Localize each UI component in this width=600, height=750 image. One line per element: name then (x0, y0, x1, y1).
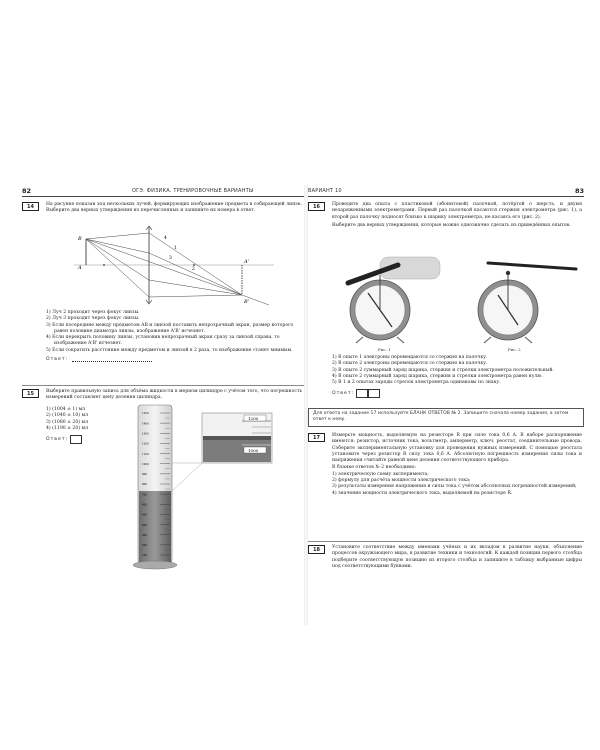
question-number: 17 (308, 433, 325, 442)
cylinder-base (133, 561, 177, 569)
rod (488, 263, 576, 269)
question-text: Выберите правильную запись для объёма жидкости в мерном цилиндре с учётом того, что погрешность измерений составляет цену деления цилиндра. (46, 389, 302, 401)
ray-label-1: 1 (174, 246, 177, 251)
option-3: 3) Если посередине между предметом AB и линзой поставить непрозрачный экран, размер которого равен половине диаметра линзы, изображение A'B' исчезнет. (46, 322, 294, 334)
item-4: 4) значение мощности электрического тока, выделяемой на резисторе R. (332, 490, 513, 496)
question-text: На рисунке показан ход нескольких лучей, формирующих изображение предмета в собирающей линзе. Выберите два верных утверждения из перечисленных и запишите их номера в ответ. (46, 202, 302, 214)
q17-items (332, 472, 582, 497)
item-2: 2) формулу для расчёта мощности электрического тока; (332, 478, 471, 484)
option-4: 4) В опыте 2 суммарный заряд шарика, стержня и стрелки электрометра равен нулю. (332, 373, 543, 379)
scale-label: 100 (142, 554, 147, 558)
scale-label: 300 (142, 533, 147, 537)
zoom-label-1000: 1000 (248, 448, 259, 453)
option-4: 4) (1190 ± 20) мл (46, 425, 89, 431)
lens-ray-diagram (74, 225, 274, 305)
option-3: 3) В опыте 2 суммарный заряд шарика, стержня и стрелки электрометра положительный. (332, 367, 554, 373)
ray-label-3: 3 (169, 256, 172, 261)
option-1: 1) Луч 2 проходит через фокус линзы. (46, 310, 140, 315)
ray-label-2: 2 (192, 267, 195, 272)
answer-row (332, 389, 582, 398)
answer-label: Ответ: (46, 357, 69, 363)
scale-label: 1100 (142, 452, 149, 456)
left-page (22, 185, 304, 625)
question-14 (22, 202, 304, 215)
divider (308, 541, 584, 542)
scale-label: 1300 (142, 432, 149, 436)
question-number: 16 (308, 202, 325, 211)
item-1: 1) электрическую схему эксперимента; (332, 471, 429, 477)
scale-label: 700 (142, 493, 147, 497)
header-title-right: ВАРИАНТ 10 (308, 188, 342, 194)
option-3: 3) (1080 ± 20) мл (46, 419, 89, 425)
scale-label: 800 (142, 483, 147, 487)
question-17 (308, 433, 584, 497)
answer-box-2[interactable] (368, 389, 380, 398)
option-5: 5) Если сократить расстояние между предметом и линзой в 2 раза, то изображение станет мнимым. (46, 347, 293, 353)
scale-label: 600 (142, 503, 147, 507)
option-4: 4) Если перекрыть половину линзы, установив непрозрачный экран сразу за линзой справа, то изображение A'B' исчезнет. (46, 335, 280, 347)
scale-label: 400 (142, 523, 147, 527)
item-3: 3) результаты измерения напряжения и силы тока с учётом абсолютных погрешностей измерений; (332, 484, 577, 490)
ray-label-4: 4 (164, 236, 167, 241)
scale-label: 1400 (142, 422, 149, 426)
scale-label: 1500 (142, 412, 149, 416)
left-page-header (22, 185, 304, 197)
answer-box-1[interactable] (356, 389, 368, 398)
scale-label: 1200 (142, 442, 149, 446)
question-text-2: Выберите два верных утверждения, которые можно однозначно сделать из приведённых опытов. (332, 222, 571, 228)
figure-caption-1: Рис. 1 (378, 347, 391, 352)
answer-sheet-note: Для ответа на задание 17 используйте БЛАНК ОТВЕТОВ № 2. Запишите сначала номер задания, а затем ответ к нему. (308, 408, 584, 427)
measuring-cylinder-figure (132, 403, 282, 573)
zoom-label-1200: 1200 (248, 416, 259, 421)
figure-caption-2: Рис. 2 (508, 347, 521, 352)
option-5: 5) В 1 и 2 опытах заряды стрелок электрометра одинаковы по знаку. (332, 380, 501, 386)
question-number: 14 (22, 202, 39, 211)
question-text: Установите соответствие между именами учёных и их вкладом в развитие науки, объяснение процессов окружающего мира, в развитие техники и технологий. К каждой позиции первого столбца подберите соответствующую позицию из второго столбца и запишите в таблицу выбранные цифры под соответствующими буквами. (332, 545, 582, 569)
page-number-left: 82 (22, 187, 32, 195)
label-A-prime: A' (244, 259, 249, 265)
question-number: 18 (308, 545, 325, 554)
electrometer-figure-2 (468, 255, 578, 345)
question-16 (308, 202, 584, 229)
scale-label: 900 (142, 473, 147, 477)
question-18 (308, 545, 584, 570)
answer-label: Ответ: (332, 391, 355, 397)
page-number-right: 83 (574, 187, 584, 195)
scale-label: 200 (142, 544, 147, 548)
option-2: 2) (1040 ± 10) мл (46, 413, 89, 419)
option-1: 1) (1004 ± 1) мл (46, 407, 86, 412)
option-2: 2) В опыте 2 электроны перемещаются со стержня на палочку. (332, 361, 488, 367)
divider (22, 385, 304, 386)
option-1: 1) В опыте 1 электроны перемещаются со стержня на палочку. (332, 355, 488, 360)
electrometer-figure-1 (338, 255, 448, 345)
scale-label: 500 (142, 513, 147, 517)
answer-row (46, 435, 136, 444)
header-title-left: ОГЭ. ФИЗИКА. ТРЕНИРОВОЧНЫЕ ВАРИАНТЫ (132, 188, 254, 194)
label-B-prime: B' (244, 299, 250, 305)
scale-label: 1000 (142, 462, 149, 466)
q15-options (46, 407, 136, 444)
q16-options (332, 355, 582, 398)
right-page (308, 185, 584, 625)
question-text: Измерьте мощность, выделяемую на резисторе R при силе тока 0,6 А. В наборе распоряжение имеются: резистор, источник тока, вольтметр, амперметр, ключ, реостат, соединительные провода. Соберите экспериментальную установку для проведения нужных измерений. С помощью реостата установите через резистор R силу тока 0,6 А. Абсолютную погрешность измерения силы тока и напряжения считайте равной цене деления соответствующего прибора. (332, 433, 582, 464)
q14-options (46, 310, 302, 362)
label-A: A (78, 265, 82, 271)
question-number: 15 (22, 389, 39, 398)
question-15 (22, 389, 304, 402)
answer-line[interactable] (72, 357, 152, 362)
answer-row (46, 357, 302, 362)
right-page-header (308, 185, 584, 197)
option-2: 2) Луч 3 проходит через фокус линзы. (46, 316, 140, 322)
blank-intro: В бланке ответов № 2 необходимо: (332, 465, 416, 471)
electrometer-ball (506, 271, 510, 275)
answer-label: Ответ: (46, 437, 69, 443)
answer-box[interactable] (70, 435, 82, 444)
label-B: B (78, 236, 82, 242)
question-text: Проведите два опыта с пластиковой (эбонитовой) палочкой, потёртой о шерсть, и двумя незаряженными электрометрами. Первый раз палочкой касаются стержня электрометра (рис. 1), а второй раз палочку подносят близко к шарику электрометра, не касаясь его (рис. 2). (332, 202, 582, 220)
